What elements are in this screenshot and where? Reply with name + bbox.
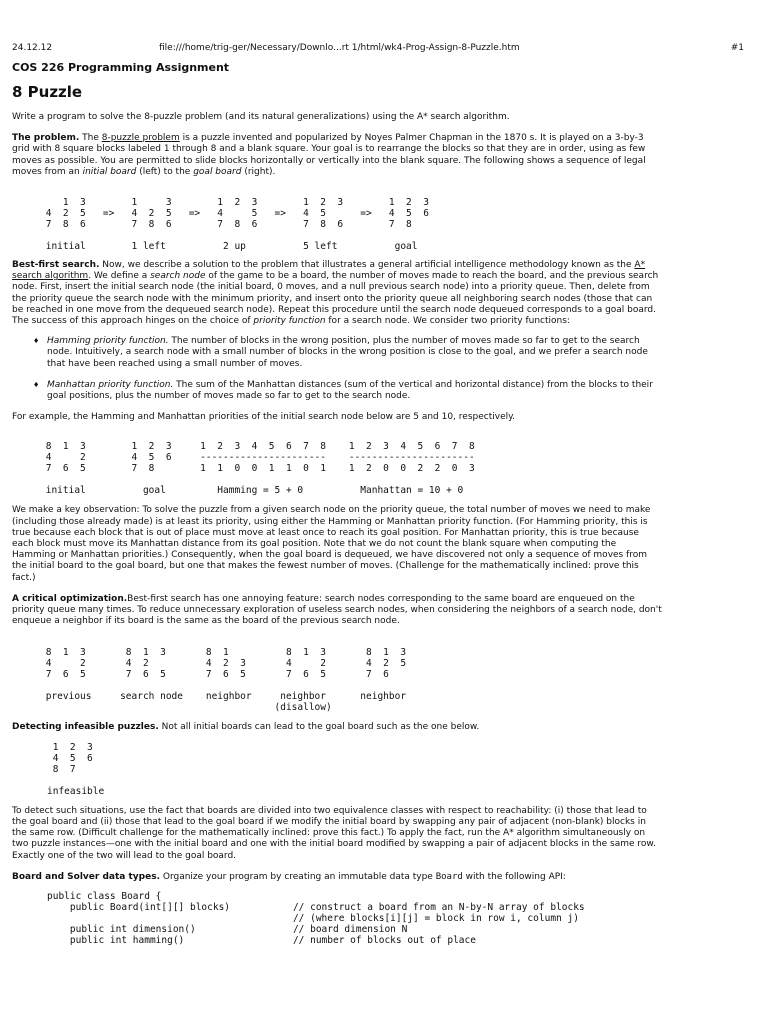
example-paragraph: For example, the Hamming and Manhattan priorities of the initial search node below are 5 and 10, respectively. xyxy=(12,412,516,423)
infeasible-example: 1 2 3 4 5 6 8 7 infeasible xyxy=(47,741,105,797)
document-body xyxy=(12,61,662,946)
board-api-listing: public class Board { public Board(int[][] blocks) // construct a board from an N-by-N array of blocks // (where blocks[i][j] = block in row i, column j) public int dimension() // board dimension N public int hamming() // number of blocks out of place xyxy=(47,890,585,946)
intro-paragraph: Write a program to solve the 8-puzzle problem (and its natural generalizations) using the A* search algorithm. xyxy=(12,112,510,122)
best-first-text-1: Now, we describe a solution to the problem that illustrates a general artificial intelligence methodology known as the xyxy=(99,260,635,271)
list-item xyxy=(33,336,662,370)
problem-text-3: (left) to the xyxy=(136,166,194,177)
print-date: 24.12.12 xyxy=(12,43,53,53)
critical-heading: A critical optimization. xyxy=(12,593,128,604)
board-solver-paragraph xyxy=(12,872,662,883)
infeasible-heading: Detecting infeasible puzzles. xyxy=(12,722,159,733)
critical-optimization-paragraph xyxy=(12,594,662,628)
problem-text-2: is a puzzle invented and popularized by Noyes Palmer Chapman in the 1870 s. It is played on a 3-by-3 grid with 8 square blocks labeled 1 through 8 and a blank square. Your goal is to rearrange the blocks so that they are in order, using as few moves as possible. You are permitted to slide blocks horizontally or vertically into the blank square. The following shows a sequence of legal moves from an xyxy=(12,133,646,177)
neighbor-example: 8 1 3 8 1 3 8 1 8 1 3 8 1 3 4 2 4 2 4 2 3 4 2 4 2 5 7 6 5 7 6 5 7 6 5 7 6 5 7 6 previous search node neighbor neighbor neighbor (disallow) xyxy=(45,647,407,714)
best-first-text-3: of the game to be a board, the number of moves made to reach the board, and the previous search node. First, insert the initial search node (the initial board, 0 moves, and a null previous search node) into a priority queue. Then, delete from the priority queue the search node with the minimum priority, and insert onto the priority queue all neighboring search nodes (those that can be reached in one move from the dequeued search node). Repeat this procedure until the search node dequeued corresponds to a goal board. The success of this approach hinges on the choice of xyxy=(12,271,659,327)
problem-text-1: The xyxy=(79,133,102,144)
infeasible-text: Not all initial boards can lead to the goal board such as the one below. xyxy=(158,722,480,733)
initial-board-term: initial board xyxy=(82,166,137,177)
priority-function-term: priority function xyxy=(253,316,326,327)
observation-paragraph: We make a key observation: To solve the puzzle from a given search node on the priority queue, the total number of moves we need to make (including those already made) is at least its priority, using either the Hamming or Manhattan priority function. (For Hamming priority, this is true because each block that is out of place must move at least once to reach its goal position. For Manhattan priority, this is true because each block must move its Manhattan distance from its goal position. Note that we do not count the blank square when computing the Hamming or Manhattan priorities.) Consequently, when the goal board is dequeued, we have discovered not only a sequence of moves from the initial board to the goal board, but one that makes the fewest number of moves. (Challenge for the mathematically inclined: prove this fact.) xyxy=(12,505,651,583)
problem-paragraph xyxy=(12,133,662,178)
infeasible-paragraph xyxy=(12,722,662,733)
board-solver-heading: Board and Solver data types. xyxy=(12,871,160,882)
list-item xyxy=(33,379,662,402)
8-puzzle-link[interactable]: 8-puzzle problem xyxy=(101,133,180,144)
hamming-term: Hamming priority function. xyxy=(47,336,169,347)
goal-board-term: goal board xyxy=(193,166,242,177)
a-star-link[interactable]: A* search algorithm xyxy=(12,260,646,282)
detect-paragraph: To detect such situations, use the fact that boards are divided into two equivalence classes with respect to reachability: (i) those that lead to the goal board and (ii) those that lead to the goal board if we modify the initial board by swapping any pair of adjacent (non-blank) blocks in the same row. (Difficult challenge for the mathematically inclined: prove this fact.) To apply the fact, run the A* algorithm simultaneously on two puzzle instances—one with the initial board and one with the initial board modified by swapping a pair of adjacent blocks in the same row. Exactly one of the two will lead to the goal board. xyxy=(12,805,656,861)
print-path: file:///home/trig-ger/Necessary/Downlo...rt 1/html/wk4-Prog-Assign-8-Puzzle.htm xyxy=(159,43,520,53)
board-code-name: Board xyxy=(435,871,463,882)
board-text-2: with the following API: xyxy=(462,871,566,882)
best-first-heading: Best-first search. xyxy=(12,260,100,271)
move-sequence-example: 1 3 1 3 1 2 3 1 2 3 1 2 3 4 2 5 => 4 2 5 => 4 5 => 4 5 => 4 5 6 7 8 6 7 8 6 7 8 6 7 8 6 7 8 initial 1 left 2 up 5 left goal xyxy=(45,197,429,253)
print-page-number: #1 xyxy=(730,43,744,53)
problem-heading: The problem. xyxy=(12,133,80,144)
priority-function-list xyxy=(12,336,662,402)
search-node-term: search node xyxy=(150,271,206,282)
manhattan-description: The sum of the Manhattan distances (sum of the vertical and horizontal distance) from the blocks to their goal positions, plus the number of moves made so far to get to the search node. xyxy=(47,379,653,402)
best-first-text-2: . We define a xyxy=(88,271,151,282)
page-title: 8 Puzzle xyxy=(12,83,83,101)
board-text-1: Organize your program by creating an immutable data type xyxy=(160,871,436,882)
best-first-text-4: for a search node. We consider two priority functions: xyxy=(325,316,570,327)
problem-text-4: (right). xyxy=(241,166,276,177)
diamond-bullet-icon: ♦ xyxy=(33,380,40,389)
course-title: COS 226 Programming Assignment xyxy=(12,61,230,74)
print-header xyxy=(12,43,756,55)
manhattan-term: Manhattan priority function. xyxy=(47,379,174,390)
hamming-description: The number of blocks in the wrong position, plus the number of moves made so far to get to the search node. Intuitively, a search node with a small number of blocks in the wrong position is close to the goal, and we prefer a search node that have been reached using a small number of moves. xyxy=(47,336,648,369)
critical-text: Best-first search has one annoying feature: search nodes corresponding to the same board are enqueued on the priority queue many times. To reduce unnecessary exploration of useless search nodes, when considering the neighbors of a search node, don't enqueue a neighbor if its board is the same as the board of the previous search node. xyxy=(12,593,662,627)
priority-example: 8 1 3 1 2 3 1 2 3 4 5 6 7 8 1 2 3 4 5 6 7 8 4 2 4 5 6 ---------------------- ---------------------- 7 6 5 7 8 1 1 0 0 1 1 0 1 1 2 0 0 2 2 0 3 initial goal Hamming = 5 + 0 Manhattan = 10 + 0 xyxy=(45,441,475,497)
best-first-paragraph xyxy=(12,260,662,327)
diamond-bullet-icon: ♦ xyxy=(33,337,40,346)
